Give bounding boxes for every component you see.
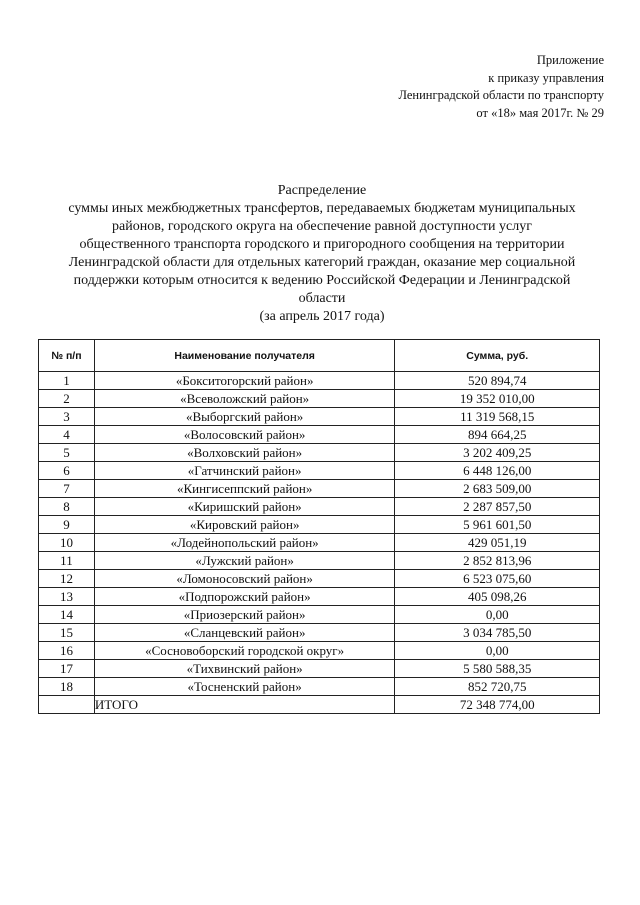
appendix-line-2: к приказу управления bbox=[488, 70, 604, 85]
table-row bbox=[39, 570, 600, 588]
row-number: 2 bbox=[39, 390, 95, 408]
table-row bbox=[39, 588, 600, 606]
row-sum: 0,00 bbox=[395, 606, 600, 624]
row-number: 8 bbox=[39, 498, 95, 516]
row-number: 17 bbox=[39, 660, 95, 678]
recipient-name: «Бокситогорский район» bbox=[94, 372, 395, 390]
table-row bbox=[39, 462, 600, 480]
recipient-name: «Подпорожский район» bbox=[94, 588, 395, 606]
appendix-line-1: Приложение bbox=[536, 53, 604, 67]
table-row bbox=[39, 390, 600, 408]
document-title bbox=[44, 182, 600, 326]
table-body bbox=[39, 372, 600, 696]
table-row bbox=[39, 426, 600, 444]
row-sum: 3 202 409,25 bbox=[395, 444, 600, 462]
row-number: 15 bbox=[39, 624, 95, 642]
row-number: 1 bbox=[39, 372, 95, 390]
recipient-name: «Кировский район» bbox=[94, 516, 395, 534]
title-line: поддержки которым относится к ведению Российской Федерации и Ленинградской bbox=[73, 273, 571, 288]
appendix-line-4: от «18» мая 2017г. № 29 bbox=[476, 105, 604, 120]
recipient-name: «Сосновоборский городской округ» bbox=[94, 642, 395, 660]
row-sum: 0,00 bbox=[395, 642, 600, 660]
header-sum: Сумма, руб. bbox=[395, 340, 600, 372]
title-line: Ленинградской области для отдельных категорий граждан, оказание мер социальной bbox=[68, 255, 576, 270]
title-line: общественного транспорта городского и пригородного сообщения на территории bbox=[79, 237, 565, 252]
row-number: 12 bbox=[39, 570, 95, 588]
total-label: ИТОГО bbox=[94, 696, 395, 714]
table-row bbox=[39, 678, 600, 696]
recipient-name: «Выборгский район» bbox=[94, 408, 395, 426]
distribution-table bbox=[38, 339, 600, 714]
table-header-row bbox=[39, 340, 600, 372]
row-number: 14 bbox=[39, 606, 95, 624]
row-sum: 2 852 813,96 bbox=[395, 552, 600, 570]
table-row bbox=[39, 534, 600, 552]
table-row bbox=[39, 552, 600, 570]
row-number: 10 bbox=[39, 534, 95, 552]
title-period: (за апрель 2017 года) bbox=[259, 309, 385, 324]
recipient-name: «Приозерский район» bbox=[94, 606, 395, 624]
row-sum: 6 523 075,60 bbox=[395, 570, 600, 588]
table-row bbox=[39, 516, 600, 534]
total-sum: 72 348 774,00 bbox=[395, 696, 600, 714]
row-number: 16 bbox=[39, 642, 95, 660]
recipient-name: «Тихвинский район» bbox=[94, 660, 395, 678]
row-sum: 11 319 568,15 bbox=[395, 408, 600, 426]
row-number: 7 bbox=[39, 480, 95, 498]
row-sum: 6 448 126,00 bbox=[395, 462, 600, 480]
recipient-name: «Волховский район» bbox=[94, 444, 395, 462]
table-row bbox=[39, 606, 600, 624]
table-row bbox=[39, 660, 600, 678]
row-number: 4 bbox=[39, 426, 95, 444]
row-number: 3 bbox=[39, 408, 95, 426]
recipient-name: «Сланцевский район» bbox=[94, 624, 395, 642]
total-row bbox=[39, 696, 600, 714]
appendix-line-3: Ленинградской области по транспорту bbox=[398, 88, 604, 102]
title-heading: Распределение bbox=[277, 183, 367, 198]
row-number: 13 bbox=[39, 588, 95, 606]
table-row bbox=[39, 372, 600, 390]
table-row bbox=[39, 444, 600, 462]
appendix-block bbox=[304, 52, 604, 122]
recipient-name: «Киришский район» bbox=[94, 498, 395, 516]
title-line: районов, городского округа на обеспечение равной доступности услуг bbox=[112, 219, 532, 234]
row-sum: 5 580 588,35 bbox=[395, 660, 600, 678]
row-sum: 2 287 857,50 bbox=[395, 498, 600, 516]
recipient-name: «Тосненский район» bbox=[94, 678, 395, 696]
recipient-name: «Кингисеппский район» bbox=[94, 480, 395, 498]
row-sum: 894 664,25 bbox=[395, 426, 600, 444]
table-row bbox=[39, 498, 600, 516]
row-number: 5 bbox=[39, 444, 95, 462]
row-sum: 429 051,19 bbox=[395, 534, 600, 552]
recipient-name: «Лужский район» bbox=[94, 552, 395, 570]
row-sum: 3 034 785,50 bbox=[395, 624, 600, 642]
recipient-name: «Лодейнопольский район» bbox=[94, 534, 395, 552]
table-row bbox=[39, 408, 600, 426]
row-sum: 5 961 601,50 bbox=[395, 516, 600, 534]
title-line: суммы иных межбюджетных трансфертов, передаваемых бюджетам муниципальных bbox=[68, 201, 576, 216]
header-number: № п/п bbox=[39, 340, 95, 372]
row-sum: 2 683 509,00 bbox=[395, 480, 600, 498]
table-row bbox=[39, 624, 600, 642]
table-row bbox=[39, 642, 600, 660]
title-line: области bbox=[298, 291, 346, 306]
recipient-name: «Ломоносовский район» bbox=[94, 570, 395, 588]
recipient-name: «Гатчинский район» bbox=[94, 462, 395, 480]
row-sum: 520 894,74 bbox=[395, 372, 600, 390]
row-sum: 19 352 010,00 bbox=[395, 390, 600, 408]
header-recipient: Наименование получателя bbox=[94, 340, 395, 372]
table-row bbox=[39, 480, 600, 498]
total-empty-cell bbox=[39, 696, 95, 714]
recipient-name: «Волосовский район» bbox=[94, 426, 395, 444]
row-sum: 405 098,26 bbox=[395, 588, 600, 606]
row-number: 9 bbox=[39, 516, 95, 534]
row-number: 18 bbox=[39, 678, 95, 696]
row-number: 6 bbox=[39, 462, 95, 480]
row-sum: 852 720,75 bbox=[395, 678, 600, 696]
recipient-name: «Всеволожский район» bbox=[94, 390, 395, 408]
row-number: 11 bbox=[39, 552, 95, 570]
